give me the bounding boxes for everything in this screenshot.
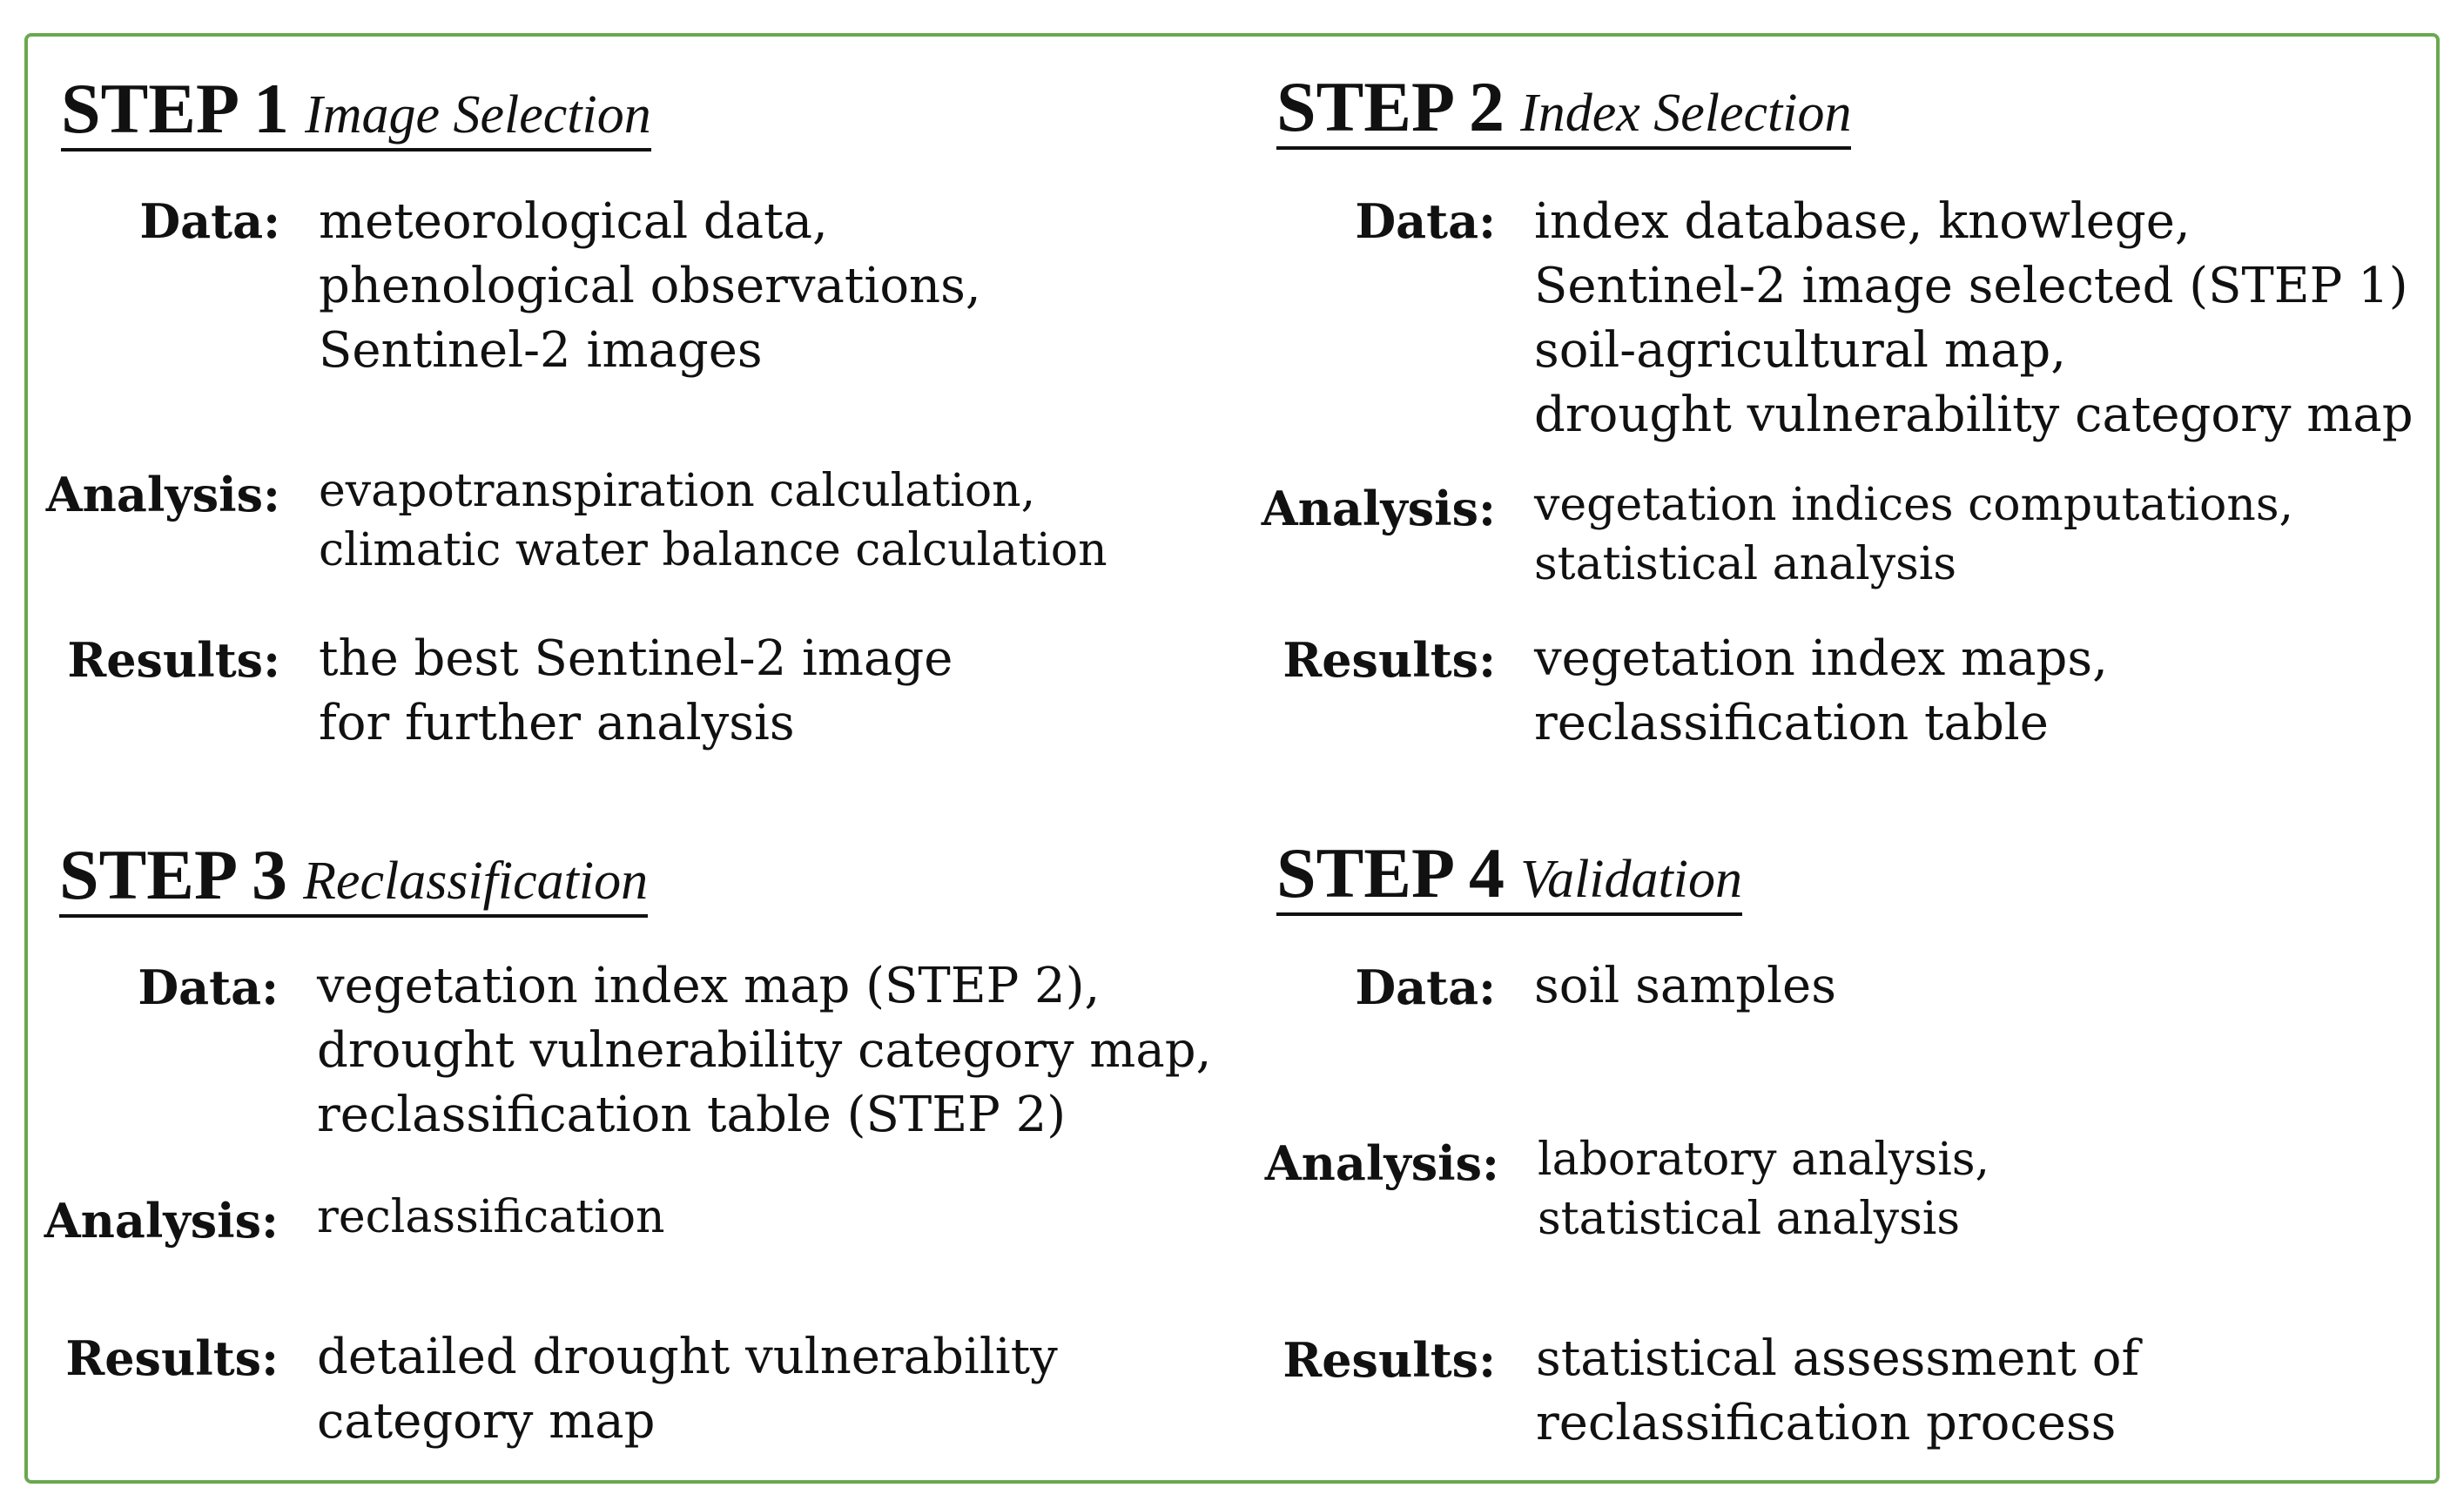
step-3-results-line: detailed drought vulnerability [317,1329,1058,1385]
step-3-results-line: category map [317,1393,656,1450]
step-1-data-label: Data: [139,193,280,249]
step-1-analysis-label: Analysis: [45,467,280,522]
step-4-analysis [1538,1130,1989,1249]
step-3-name: Reclassification [303,852,649,911]
step-4-title [1276,833,1742,916]
step-1-results-line: the best Sentinel-2 image [319,630,953,687]
step-4-results-line: reclassification process [1536,1395,2117,1451]
step-1-results-line: for further analysis [319,695,795,751]
step-1-data-line: Sentinel-2 images [319,322,763,379]
step-1-name: Image Selection [305,85,651,145]
step-1-analysis [319,461,1107,580]
step-4-analysis-label: Analysis: [1264,1135,1499,1191]
step-2-data-line: drought vulnerability category map [1534,387,2414,443]
step-3-analysis-label: Analysis: [44,1193,279,1249]
step-2-results-line: vegetation index maps, [1534,630,2108,687]
step-2-analysis-label: Analysis: [1261,481,1496,536]
step-4-results [1536,1327,2139,1456]
step-2-name: Index Selection [1520,84,1852,143]
step-1-results [319,627,953,756]
step-3-data-label: Data: [138,959,279,1015]
step-4-analysis-line: statistical analysis [1538,1193,1961,1245]
step-2-title [1276,67,1852,150]
step-3-results-label: Results: [65,1330,279,1386]
step-2-analysis-line: vegetation indices computations, [1534,479,2294,531]
step-1-analysis-line: climatic water balance calculation [319,524,1107,576]
step-3-data-line: vegetation index map (STEP 2), [317,958,1101,1014]
step-2-data-line: Sentinel-2 image selected (STEP 1) [1534,258,2408,314]
step-1-number: STEP 1 [61,69,290,148]
step-1-data [319,190,981,383]
step-2-results-label: Results: [1282,632,1496,688]
step-2-results [1534,627,2108,756]
step-4-results-line: statistical assessment of [1536,1330,2140,1387]
step-3-data-line: drought vulnerability category map, [317,1022,1212,1079]
step-4-data [1534,954,1836,1019]
step-1-data-line: phenological observations, [319,258,981,314]
step-2-data-line: index database, knowlege, [1534,193,2191,250]
step-1-title [61,69,651,151]
step-2-number: STEP 2 [1276,67,1505,146]
step-3-analysis [317,1188,665,1247]
step-3-results [317,1325,1058,1454]
step-4-name: Validation [1520,850,1742,909]
step-3-data [317,954,1211,1148]
step-4-number: STEP 4 [1276,833,1505,912]
step-2-data-line: soil-agricultural map, [1534,322,2067,379]
step-1-analysis-line: evapotranspiration calculation, [319,465,1036,517]
step-3-data-line: reclassification table (STEP 2) [317,1087,1067,1143]
step-4-analysis-line: laboratory analysis, [1538,1134,1990,1186]
step-1-results-label: Results: [67,632,280,688]
step-2-analysis-line: statistical analysis [1534,538,1957,590]
step-3-analysis-line: reclassification [317,1191,665,1243]
step-3-title [59,835,649,918]
step-2-data-label: Data: [1355,193,1496,249]
step-1-data-line: meteorological data, [319,193,828,250]
step-4-data-line: soil samples [1534,958,1836,1014]
step-3-number: STEP 3 [59,835,288,914]
step-2-data [1534,190,2414,448]
step-4-results-label: Results: [1282,1332,1496,1388]
step-2-results-line: reclassification table [1534,695,2049,751]
step-4-data-label: Data: [1355,959,1496,1015]
step-2-analysis [1534,475,2293,594]
